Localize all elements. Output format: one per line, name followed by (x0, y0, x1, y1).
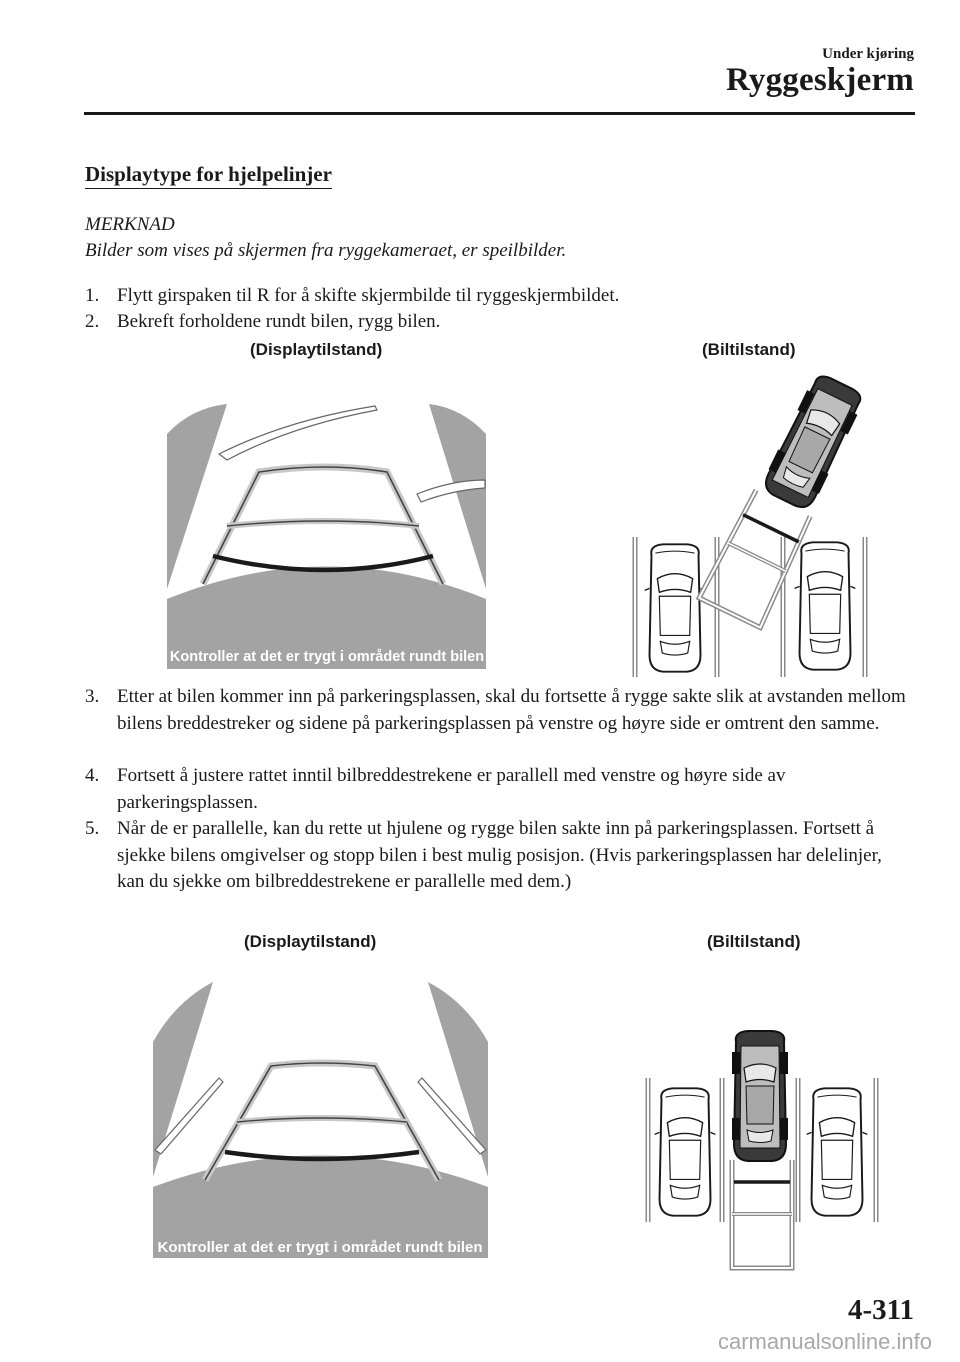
figure2-vehicle-caption: (Biltilstand) (707, 932, 801, 951)
step-number: 2. (85, 311, 100, 332)
step-number: 1. (85, 285, 100, 306)
step-1 (85, 283, 915, 310)
step-number: 4. (85, 765, 100, 786)
step-number: 5. (85, 818, 100, 839)
step-number: 3. (85, 686, 100, 707)
figure1-display-screen (167, 404, 486, 669)
figure2-screen-text: Kontroller at det er trygt i området rundt bilen (157, 1239, 483, 1256)
section-title: Displaytype for hjelpelinjer (85, 162, 332, 189)
step-2 (85, 309, 915, 336)
figure2-display-caption: (Displaytilstand) (244, 932, 377, 951)
step-text: Fortsett å justere rattet inntil bilbreddestrekene er parallell med venstre og høyre side av parkeringsplassen. (117, 765, 786, 813)
step-text: Flytt girspaken til R for å skifte skjermbilde til ryggeskjermbildet. (117, 285, 620, 306)
step-3 (85, 684, 915, 764)
step-text: Bekreft forholdene rundt bilen, rygg bilen. (117, 311, 441, 332)
figure1-vehicle-caption: (Biltilstand) (702, 340, 796, 359)
step-text: Når de er parallelle, kan du rette ut hjulene og rygge bilen sakte inn på parkeringsplassen. Fortsett å sjekke bilens omgivelser og stopp bilen i best mulig posisjon. (Hvis parkeringsplassen har delelinjer, kan du sjekke om bilbreddestrekene er parallelle med dem.) (117, 818, 882, 892)
figure2-vehicle-diagram (640, 1020, 885, 1272)
header-rule (84, 112, 915, 115)
chapter-subtitle: Under kjøring (822, 46, 914, 62)
figure1-vehicle-diagram (625, 365, 870, 680)
step-text: Etter at bilen kommer inn på parkeringsplassen, skal du fortsette å rygge sakte slik at avstanden mellom bilens breddestreker og sidene på parkeringsplassen på venstre og høyre side er omtrent den samme. (117, 686, 906, 734)
figure1-screen-text: Kontroller at det er trygt i området rundt bilen (169, 649, 485, 665)
figure1-display-caption: (Displaytilstand) (250, 340, 383, 359)
chapter-title: Ryggeskjerm (726, 62, 914, 98)
step-5 (85, 816, 915, 924)
note-heading: MERKNAD (85, 214, 175, 235)
figure2-display-screen (153, 982, 488, 1258)
step-4 (85, 763, 915, 817)
note-text: Bilder som vises på skjermen fra ryggekameraet, er speilbilder. (85, 240, 567, 261)
footer-watermark: carmanualsonline.info (717, 1329, 932, 1354)
page-number: 4-311 (847, 1294, 914, 1326)
